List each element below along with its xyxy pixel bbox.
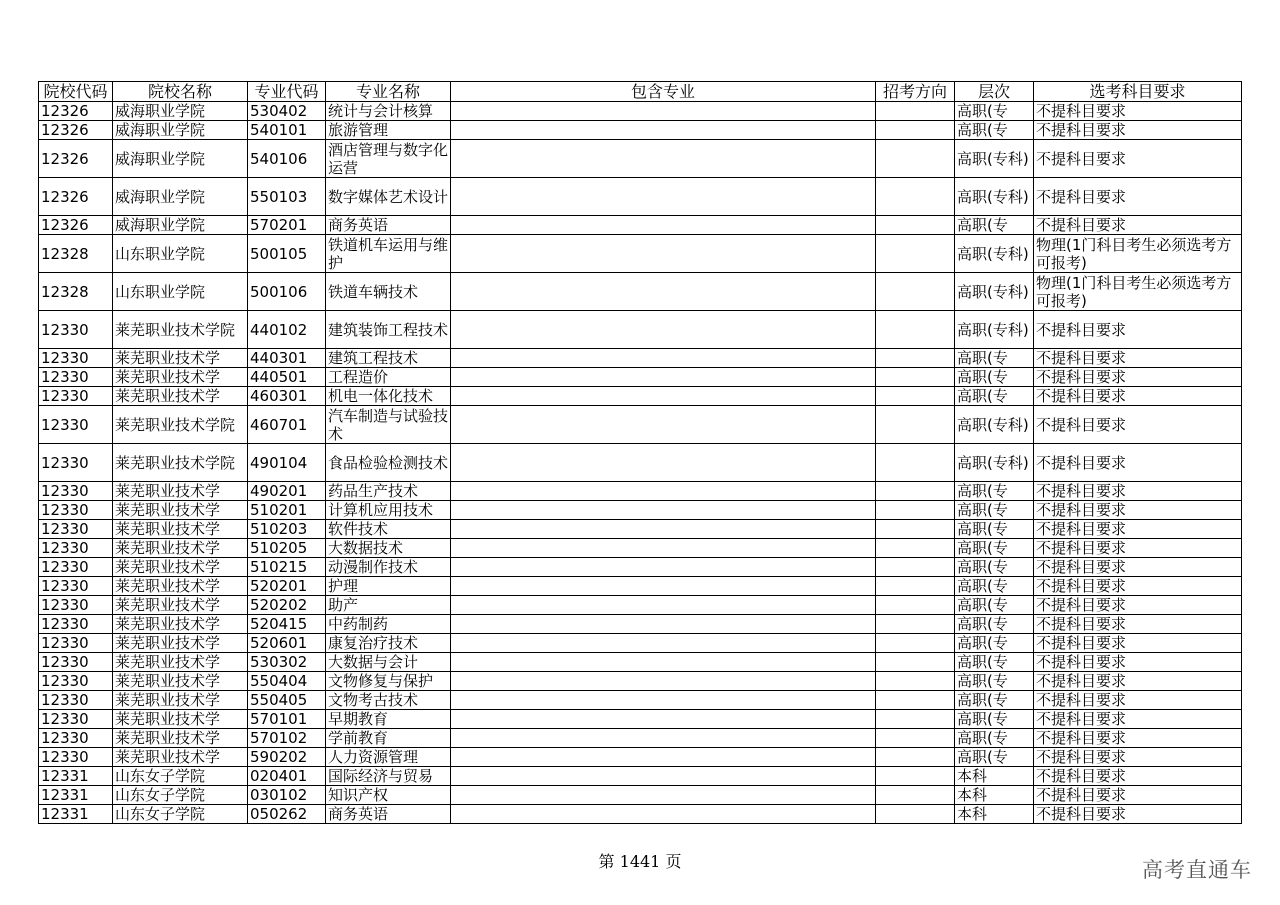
- cell-direction: [876, 539, 955, 558]
- header-included-majors: 包含专业: [451, 82, 876, 102]
- cell-major-name: 建筑工程技术: [326, 349, 451, 368]
- header-school-code: 院校代码: [39, 82, 113, 102]
- table-row: [39, 520, 1242, 539]
- table-row: [39, 368, 1242, 387]
- cell-level: 高职(专科): [955, 178, 1034, 216]
- header-subject-requirement: 选考科目要求: [1034, 82, 1242, 102]
- header-major-code: 专业代码: [248, 82, 326, 102]
- cell-major-code: 050262: [248, 805, 326, 824]
- cell-level: 高职(专科): [955, 273, 1034, 311]
- cell-major-code: 520415: [248, 615, 326, 634]
- cell-included-majors: [451, 121, 876, 140]
- cell-subject-requirement: 不提科目要求: [1034, 368, 1242, 387]
- cell-school-name: 莱芜职业技术学: [113, 710, 248, 729]
- cell-school-name: 威海职业学院: [113, 178, 248, 216]
- cell-school-code: 12328: [39, 273, 113, 311]
- cell-subject-requirement: 不提科目要求: [1034, 710, 1242, 729]
- cell-direction: [876, 748, 955, 767]
- table-row: [39, 805, 1242, 824]
- cell-level: 高职(专: [955, 368, 1034, 387]
- cell-school-code: 12331: [39, 786, 113, 805]
- cell-direction: [876, 121, 955, 140]
- cell-major-name: 知识产权: [326, 786, 451, 805]
- cell-school-name: 莱芜职业技术学: [113, 634, 248, 653]
- cell-direction: [876, 273, 955, 311]
- table-row: [39, 710, 1242, 729]
- cell-major-code: 490201: [248, 482, 326, 501]
- table-row: [39, 596, 1242, 615]
- cell-school-code: 12330: [39, 615, 113, 634]
- cell-direction: [876, 672, 955, 691]
- cell-direction: [876, 102, 955, 121]
- cell-major-name: 建筑装饰工程技术: [326, 311, 451, 349]
- cell-level: 高职(专科): [955, 140, 1034, 178]
- cell-included-majors: [451, 349, 876, 368]
- table-row: [39, 216, 1242, 235]
- cell-school-name: 莱芜职业技术学: [113, 520, 248, 539]
- cell-subject-requirement: 不提科目要求: [1034, 558, 1242, 577]
- cell-school-name: 莱芜职业技术学: [113, 368, 248, 387]
- cell-school-name: 莱芜职业技术学: [113, 387, 248, 406]
- cell-major-name: 食品检验检测技术: [326, 444, 451, 482]
- cell-major-name: 人力资源管理: [326, 748, 451, 767]
- cell-included-majors: [451, 216, 876, 235]
- cell-level: 高职(专: [955, 653, 1034, 672]
- cell-included-majors: [451, 577, 876, 596]
- cell-direction: [876, 349, 955, 368]
- cell-subject-requirement: 不提科目要求: [1034, 539, 1242, 558]
- cell-subject-requirement: 不提科目要求: [1034, 691, 1242, 710]
- cell-major-code: 570101: [248, 710, 326, 729]
- cell-subject-requirement: 不提科目要求: [1034, 805, 1242, 824]
- table-row: [39, 482, 1242, 501]
- cell-direction: [876, 368, 955, 387]
- cell-major-code: 460301: [248, 387, 326, 406]
- cell-level: 高职(专: [955, 615, 1034, 634]
- cell-major-name: 康复治疗技术: [326, 634, 451, 653]
- cell-included-majors: [451, 748, 876, 767]
- cell-direction: [876, 710, 955, 729]
- cell-school-name: 莱芜职业技术学: [113, 615, 248, 634]
- cell-level: 本科: [955, 805, 1034, 824]
- watermark: 高考直通车: [1142, 858, 1252, 882]
- cell-major-code: 530302: [248, 653, 326, 672]
- cell-major-code: 550405: [248, 691, 326, 710]
- cell-included-majors: [451, 501, 876, 520]
- cell-major-name: 大数据与会计: [326, 653, 451, 672]
- cell-school-name: 莱芜职业技术学: [113, 349, 248, 368]
- table-row: [39, 387, 1242, 406]
- cell-included-majors: [451, 311, 876, 349]
- cell-school-name: 威海职业学院: [113, 140, 248, 178]
- cell-school-name: 山东职业学院: [113, 235, 248, 273]
- table-row: [39, 311, 1242, 349]
- cell-major-code: 570201: [248, 216, 326, 235]
- cell-major-code: 590202: [248, 748, 326, 767]
- cell-direction: [876, 235, 955, 273]
- cell-subject-requirement: 不提科目要求: [1034, 178, 1242, 216]
- cell-level: 高职(专: [955, 216, 1034, 235]
- cell-subject-requirement: 不提科目要求: [1034, 634, 1242, 653]
- cell-major-code: 500105: [248, 235, 326, 273]
- cell-included-majors: [451, 444, 876, 482]
- cell-included-majors: [451, 672, 876, 691]
- cell-school-name: 山东职业学院: [113, 273, 248, 311]
- cell-school-name: 莱芜职业技术学: [113, 691, 248, 710]
- cell-major-name: 助产: [326, 596, 451, 615]
- cell-school-code: 12330: [39, 444, 113, 482]
- cell-level: 高职(专: [955, 482, 1034, 501]
- cell-major-code: 520202: [248, 596, 326, 615]
- cell-direction: [876, 634, 955, 653]
- page-number: 第 1441 页: [598, 852, 682, 871]
- cell-school-code: 12326: [39, 140, 113, 178]
- table-row: [39, 577, 1242, 596]
- cell-major-name: 商务英语: [326, 216, 451, 235]
- cell-school-name: 山东女子学院: [113, 805, 248, 824]
- cell-school-name: 莱芜职业技术学: [113, 596, 248, 615]
- cell-major-name: 计算机应用技术: [326, 501, 451, 520]
- cell-direction: [876, 786, 955, 805]
- cell-school-name: 莱芜职业技术学: [113, 672, 248, 691]
- cell-school-name: 莱芜职业技术学: [113, 558, 248, 577]
- cell-school-name: 莱芜职业技术学: [113, 577, 248, 596]
- header-level: 层次: [955, 82, 1034, 102]
- cell-included-majors: [451, 634, 876, 653]
- cell-level: 高职(专: [955, 691, 1034, 710]
- table-row: [39, 691, 1242, 710]
- cell-school-code: 12326: [39, 178, 113, 216]
- cell-subject-requirement: 不提科目要求: [1034, 615, 1242, 634]
- cell-direction: [876, 691, 955, 710]
- cell-major-name: 铁道机车运用与维护: [326, 235, 451, 273]
- cell-major-name: 软件技术: [326, 520, 451, 539]
- cell-major-name: 机电一体化技术: [326, 387, 451, 406]
- cell-level: 本科: [955, 767, 1034, 786]
- cell-direction: [876, 387, 955, 406]
- cell-subject-requirement: 不提科目要求: [1034, 653, 1242, 672]
- cell-included-majors: [451, 178, 876, 216]
- cell-subject-requirement: 不提科目要求: [1034, 121, 1242, 140]
- table-row: [39, 235, 1242, 273]
- cell-school-code: 12330: [39, 710, 113, 729]
- cell-major-code: 490104: [248, 444, 326, 482]
- table-row: [39, 634, 1242, 653]
- cell-school-code: 12330: [39, 729, 113, 748]
- cell-major-code: 510201: [248, 501, 326, 520]
- cell-school-name: 莱芜职业技术学院: [113, 406, 248, 444]
- table-row: [39, 273, 1242, 311]
- cell-major-code: 030102: [248, 786, 326, 805]
- cell-major-code: 540101: [248, 121, 326, 140]
- cell-direction: [876, 577, 955, 596]
- cell-direction: [876, 444, 955, 482]
- cell-school-name: 莱芜职业技术学: [113, 482, 248, 501]
- cell-school-name: 莱芜职业技术学院: [113, 311, 248, 349]
- cell-subject-requirement: 不提科目要求: [1034, 140, 1242, 178]
- cell-included-majors: [451, 368, 876, 387]
- cell-major-name: 旅游管理: [326, 121, 451, 140]
- cell-included-majors: [451, 102, 876, 121]
- cell-level: 高职(专: [955, 501, 1034, 520]
- cell-direction: [876, 596, 955, 615]
- cell-included-majors: [451, 805, 876, 824]
- cell-major-name: 数字媒体艺术设计: [326, 178, 451, 216]
- cell-school-code: 12330: [39, 368, 113, 387]
- cell-major-name: 汽车制造与试验技术: [326, 406, 451, 444]
- header-row: [39, 82, 1242, 102]
- cell-major-name: 文物修复与保护: [326, 672, 451, 691]
- cell-school-code: 12330: [39, 596, 113, 615]
- cell-included-majors: [451, 615, 876, 634]
- cell-direction: [876, 406, 955, 444]
- cell-direction: [876, 140, 955, 178]
- cell-subject-requirement: 不提科目要求: [1034, 672, 1242, 691]
- cell-included-majors: [451, 558, 876, 577]
- cell-included-majors: [451, 653, 876, 672]
- cell-major-name: 工程造价: [326, 368, 451, 387]
- cell-school-code: 12330: [39, 748, 113, 767]
- cell-direction: [876, 520, 955, 539]
- cell-school-name: 莱芜职业技术学院: [113, 444, 248, 482]
- cell-major-name: 酒店管理与数字化运营: [326, 140, 451, 178]
- cell-level: 高职(专: [955, 596, 1034, 615]
- table-row: [39, 121, 1242, 140]
- cell-level: 高职(专科): [955, 406, 1034, 444]
- cell-included-majors: [451, 140, 876, 178]
- cell-school-name: 莱芜职业技术学: [113, 653, 248, 672]
- cell-subject-requirement: 不提科目要求: [1034, 596, 1242, 615]
- cell-direction: [876, 805, 955, 824]
- cell-school-code: 12330: [39, 577, 113, 596]
- cell-school-code: 12330: [39, 653, 113, 672]
- cell-major-code: 440301: [248, 349, 326, 368]
- cell-direction: [876, 653, 955, 672]
- cell-major-code: 520201: [248, 577, 326, 596]
- cell-included-majors: [451, 520, 876, 539]
- cell-school-code: 12330: [39, 520, 113, 539]
- cell-direction: [876, 501, 955, 520]
- cell-major-name: 护理: [326, 577, 451, 596]
- cell-major-code: 520601: [248, 634, 326, 653]
- cell-school-code: 12326: [39, 216, 113, 235]
- table-row: [39, 615, 1242, 634]
- table-body: [39, 102, 1242, 824]
- cell-included-majors: [451, 406, 876, 444]
- cell-major-code: 550404: [248, 672, 326, 691]
- cell-major-name: 商务英语: [326, 805, 451, 824]
- cell-subject-requirement: 不提科目要求: [1034, 216, 1242, 235]
- table-row: [39, 539, 1242, 558]
- cell-major-code: 440501: [248, 368, 326, 387]
- cell-included-majors: [451, 596, 876, 615]
- cell-school-name: 莱芜职业技术学: [113, 729, 248, 748]
- cell-school-code: 12330: [39, 672, 113, 691]
- cell-subject-requirement: 不提科目要求: [1034, 406, 1242, 444]
- cell-school-code: 12330: [39, 539, 113, 558]
- cell-school-name: 威海职业学院: [113, 216, 248, 235]
- cell-school-name: 莱芜职业技术学: [113, 501, 248, 520]
- cell-school-code: 12330: [39, 691, 113, 710]
- cell-level: 高职(专: [955, 349, 1034, 368]
- cell-subject-requirement: 物理(1门科目考生必须选考方可报考): [1034, 273, 1242, 311]
- cell-subject-requirement: 不提科目要求: [1034, 786, 1242, 805]
- cell-included-majors: [451, 273, 876, 311]
- cell-major-name: 早期教育: [326, 710, 451, 729]
- cell-school-code: 12330: [39, 634, 113, 653]
- cell-school-name: 威海职业学院: [113, 102, 248, 121]
- cell-level: 高职(专科): [955, 311, 1034, 349]
- cell-level: 高职(专: [955, 121, 1034, 140]
- table-row: [39, 178, 1242, 216]
- cell-direction: [876, 615, 955, 634]
- cell-level: 高职(专: [955, 520, 1034, 539]
- cell-major-code: 020401: [248, 767, 326, 786]
- cell-major-code: 460701: [248, 406, 326, 444]
- cell-major-name: 中药制药: [326, 615, 451, 634]
- cell-included-majors: [451, 786, 876, 805]
- cell-subject-requirement: 不提科目要求: [1034, 748, 1242, 767]
- cell-subject-requirement: 不提科目要求: [1034, 482, 1242, 501]
- cell-major-code: 540106: [248, 140, 326, 178]
- cell-subject-requirement: 不提科目要求: [1034, 311, 1242, 349]
- cell-included-majors: [451, 482, 876, 501]
- cell-school-code: 12330: [39, 311, 113, 349]
- cell-major-name: 国际经济与贸易: [326, 767, 451, 786]
- cell-subject-requirement: 不提科目要求: [1034, 444, 1242, 482]
- cell-included-majors: [451, 691, 876, 710]
- cell-subject-requirement: 不提科目要求: [1034, 501, 1242, 520]
- cell-school-code: 12330: [39, 482, 113, 501]
- cell-included-majors: [451, 235, 876, 273]
- table-row: [39, 102, 1242, 121]
- table-row: [39, 140, 1242, 178]
- cell-major-name: 铁道车辆技术: [326, 273, 451, 311]
- cell-subject-requirement: 不提科目要求: [1034, 577, 1242, 596]
- cell-major-code: 530402: [248, 102, 326, 121]
- table-row: [39, 444, 1242, 482]
- cell-included-majors: [451, 710, 876, 729]
- cell-major-code: 440102: [248, 311, 326, 349]
- cell-school-code: 12328: [39, 235, 113, 273]
- cell-major-name: 文物考古技术: [326, 691, 451, 710]
- cell-major-name: 动漫制作技术: [326, 558, 451, 577]
- cell-major-code: 510205: [248, 539, 326, 558]
- cell-subject-requirement: 不提科目要求: [1034, 102, 1242, 121]
- cell-level: 高职(专: [955, 539, 1034, 558]
- cell-major-code: 510203: [248, 520, 326, 539]
- cell-major-code: 500106: [248, 273, 326, 311]
- cell-school-code: 12330: [39, 349, 113, 368]
- cell-school-code: 12331: [39, 805, 113, 824]
- cell-major-name: 学前教育: [326, 729, 451, 748]
- cell-level: 高职(专: [955, 710, 1034, 729]
- cell-major-name: 统计与会计核算: [326, 102, 451, 121]
- cell-school-code: 12326: [39, 121, 113, 140]
- cell-level: 高职(专科): [955, 235, 1034, 273]
- header-major-name: 专业名称: [326, 82, 451, 102]
- table-row: [39, 653, 1242, 672]
- cell-direction: [876, 767, 955, 786]
- cell-direction: [876, 729, 955, 748]
- cell-school-name: 威海职业学院: [113, 121, 248, 140]
- cell-subject-requirement: 不提科目要求: [1034, 387, 1242, 406]
- cell-subject-requirement: 不提科目要求: [1034, 767, 1242, 786]
- table-row: [39, 748, 1242, 767]
- cell-subject-requirement: 不提科目要求: [1034, 349, 1242, 368]
- cell-school-name: 山东女子学院: [113, 767, 248, 786]
- cell-school-name: 莱芜职业技术学: [113, 748, 248, 767]
- cell-school-name: 莱芜职业技术学: [113, 539, 248, 558]
- cell-level: 高职(专: [955, 387, 1034, 406]
- header-direction: 招考方向: [876, 82, 955, 102]
- cell-included-majors: [451, 729, 876, 748]
- cell-level: 高职(专: [955, 102, 1034, 121]
- cell-level: 本科: [955, 786, 1034, 805]
- cell-school-code: 12330: [39, 406, 113, 444]
- cell-direction: [876, 178, 955, 216]
- cell-major-code: 570102: [248, 729, 326, 748]
- cell-school-name: 山东女子学院: [113, 786, 248, 805]
- table-row: [39, 501, 1242, 520]
- table-row: [39, 786, 1242, 805]
- cell-level: 高职(专: [955, 748, 1034, 767]
- table-row: [39, 672, 1242, 691]
- cell-level: 高职(专: [955, 577, 1034, 596]
- cell-school-code: 12326: [39, 102, 113, 121]
- cell-direction: [876, 558, 955, 577]
- cell-major-name: 大数据技术: [326, 539, 451, 558]
- cell-included-majors: [451, 767, 876, 786]
- table-row: [39, 406, 1242, 444]
- cell-major-code: 510215: [248, 558, 326, 577]
- table-row: [39, 729, 1242, 748]
- table-row: [39, 349, 1242, 368]
- admissions-table: [38, 81, 1242, 824]
- cell-direction: [876, 216, 955, 235]
- cell-subject-requirement: 物理(1门科目考生必须选考方可报考): [1034, 235, 1242, 273]
- cell-included-majors: [451, 387, 876, 406]
- cell-level: 高职(专: [955, 672, 1034, 691]
- cell-direction: [876, 311, 955, 349]
- cell-subject-requirement: 不提科目要求: [1034, 729, 1242, 748]
- cell-school-code: 12330: [39, 558, 113, 577]
- table-row: [39, 558, 1242, 577]
- header-school-name: 院校名称: [113, 82, 248, 102]
- cell-school-code: 12330: [39, 501, 113, 520]
- cell-level: 高职(专: [955, 634, 1034, 653]
- cell-major-name: 药品生产技术: [326, 482, 451, 501]
- cell-school-code: 12330: [39, 387, 113, 406]
- cell-level: 高职(专: [955, 558, 1034, 577]
- cell-subject-requirement: 不提科目要求: [1034, 520, 1242, 539]
- cell-major-code: 550103: [248, 178, 326, 216]
- table-row: [39, 767, 1242, 786]
- cell-direction: [876, 482, 955, 501]
- cell-level: 高职(专: [955, 729, 1034, 748]
- cell-school-code: 12331: [39, 767, 113, 786]
- cell-level: 高职(专科): [955, 444, 1034, 482]
- cell-included-majors: [451, 539, 876, 558]
